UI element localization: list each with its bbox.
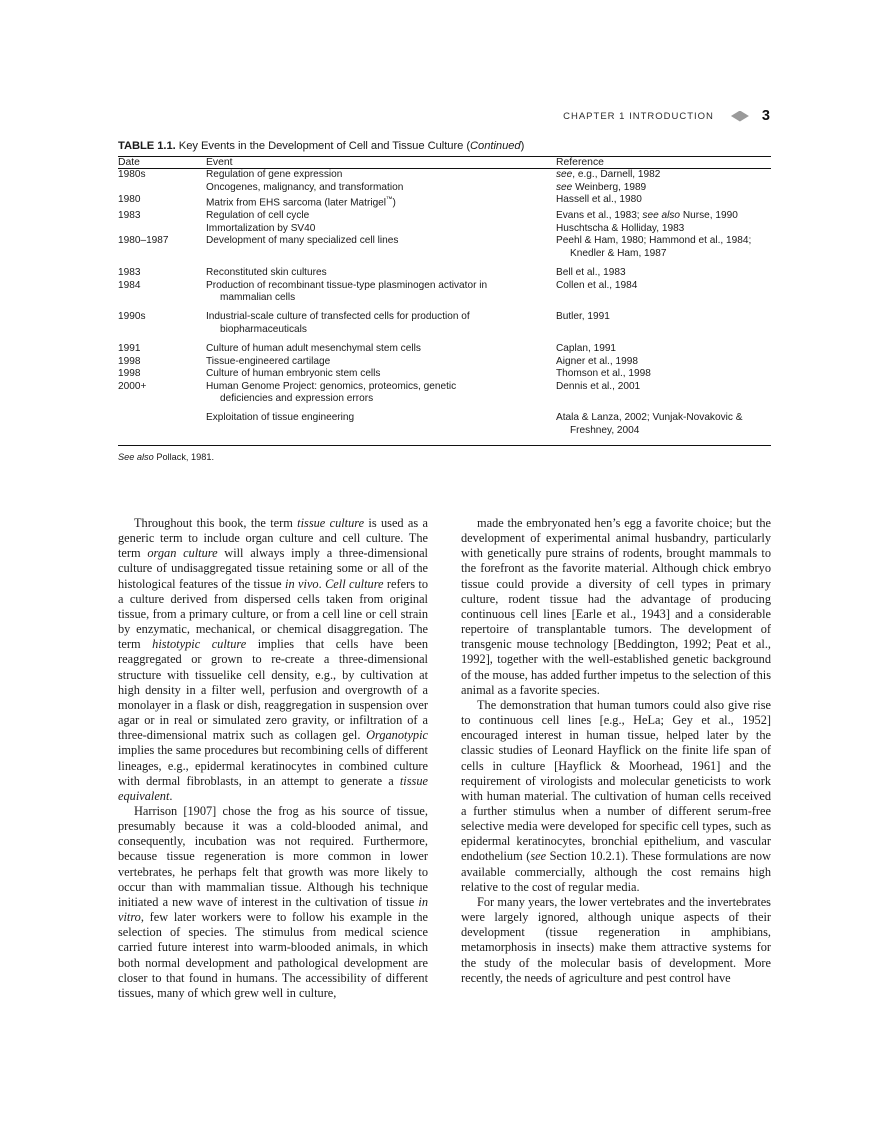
- cell-event: Reconstituted skin cultures: [206, 267, 327, 279]
- emphasis-text: see: [530, 849, 547, 864]
- reference-italic-2: see also: [642, 210, 681, 222]
- cell-event: Tissue-engineered cartilage: [206, 355, 331, 367]
- trademark-icon: ™: [386, 196, 393, 204]
- right-text-column: [461, 516, 771, 1001]
- cell-reference: see, e.g., Darnell, 1982: [556, 169, 661, 180]
- table-row: [118, 169, 771, 182]
- table-row: [118, 235, 771, 260]
- table-head: [118, 157, 771, 168]
- cell-reference: Dennis et al., 2001: [556, 380, 641, 392]
- emphasis-text: Cell culture: [325, 576, 384, 591]
- table-body-rows: [118, 169, 771, 438]
- cell-reference: Aigner et al., 1998: [556, 355, 638, 367]
- table-body: [118, 169, 771, 438]
- cell-date: 1991: [118, 342, 141, 354]
- table-row: [118, 381, 771, 406]
- para-embryonated-egg: made the embryonated hen’s egg a favorite choice; but the development of experimental animal husbandry, particularly with genetically pure strains of rodents, brought mammals to the forefront as the favorite material. Although chick embryo tissue could provide a diversity of cell types in primary culture, rodent tissue had the advantage of producing continuous cell lines [Earle et al., 1943] and a considerable repertoire of transplantable tumors. The development of transgenic mouse technology [Beddington, 1992; Peat et al., 1992], together with the well-established genetic background of the mouse, has added further impetus to the selection of this animal as a favorite species.: [461, 516, 771, 697]
- emphasis-text: tissue culture: [297, 516, 365, 530]
- cell-event: Industrial-scale culture of transfected cells for production of biopharmaceuticals: [206, 305, 556, 337]
- para-tissue-culture: Throughout this book, the term tissue culture is used as a generic term to include organ culture and cell culture. The term organ culture will always imply a three-dimensional culture of undisaggregated tissue retaining some or all of the histological features of the tissue in vivo. Cell culture refers to a culture derived from dispersed cells taken from original tissue, from a primary culture, or from a cell line or cell strain by enzymatic, mechanical, or chemical disaggregation. The term histotypic culture implies that cells have been reaggregated or grown to re-create a three-dimensional structure with tissuelike cell density, e.g., by cultivation at high density in a filter well, perfusion and overgrowth of a monolayer in a flask or dish, reaggregation in suspension over agar or in real or simulated zero gravity, or infiltration of a three-dimensional matrix such as collagen gel. Organotypic implies the same procedures but recombining cells of different lineages, e.g., epidermal keratinocytes in combined culture with dermal fibroblasts, in an attempt to generate a tissue equivalent.: [118, 516, 428, 803]
- table-row: [118, 182, 771, 195]
- running-head-chapter: CHAPTER 1 INTRODUCTION: [563, 110, 714, 122]
- cell-reference: Thomson et al., 1998: [556, 368, 651, 380]
- table-caption: [118, 140, 771, 156]
- emphasis-text: organ culture: [147, 546, 218, 561]
- emphasis-text: Organotypic: [366, 728, 428, 743]
- cell-reference: see Weinberg, 1989: [556, 181, 647, 193]
- cell-date: 1998: [118, 355, 141, 367]
- table-row: [118, 356, 771, 369]
- para-lower-vertebrates: For many years, the lower vertebrates and the invertebrates were largely ignored, although unique aspects of their development (tissue regeneration in amphibians, metamorphosis in insects) make them attractive systems for the study of the molecular basis of development. More recently, the needs of agriculture and pest control have: [461, 894, 771, 985]
- table-label: TABLE 1.1.: [118, 140, 176, 152]
- cell-reference: Collen et al., 1984: [556, 279, 638, 291]
- cell-reference: Butler, 1991: [556, 311, 610, 323]
- table-footnote: [118, 446, 771, 462]
- table-row: [118, 368, 771, 381]
- cell-date: [118, 182, 206, 195]
- cell-date: [118, 223, 206, 236]
- table-grid: [118, 157, 771, 168]
- cell-event: Exploitation of tissue engineering: [206, 412, 355, 424]
- cell-date: 1980s: [118, 169, 146, 180]
- table-row: [118, 194, 771, 210]
- cell-reference: Caplan, 1991: [556, 342, 617, 354]
- cell-date: 1984: [118, 279, 141, 291]
- cell-date: 1990s: [118, 311, 146, 323]
- table-row: [118, 223, 771, 236]
- cell-event: Human Genome Project: genomics, proteomics, genetic deficiencies and expression errors: [206, 381, 556, 406]
- cell-reference-continuation: Freshney, 2004: [570, 425, 640, 437]
- cell-event: Immortalization by SV40: [206, 222, 316, 234]
- cell-date: 2000+: [118, 380, 147, 392]
- cell-event: Culture of human embryonic stem cells: [206, 368, 381, 380]
- column-header-event: Event: [206, 157, 233, 168]
- cell-event-continuation: mammalian cells: [220, 292, 296, 304]
- cell-event-continuation: biopharmaceuticals: [220, 323, 307, 335]
- table-caption-continued: Continued: [470, 140, 521, 152]
- cell-date: 1980: [118, 194, 141, 206]
- running-head: [118, 108, 770, 124]
- cell-date: 1998: [118, 368, 141, 380]
- para-harrison: Harrison [1907] chose the frog as his source of tissue, presumably because it was a cold-blooded animal, and consequently, incubation was not required. Furthermore, because tissue regeneration is more common in lower vertebrates, he perhaps felt that growth was more likely to occur than with mammalian tissue. Although his technique initiated a new wave of interest in the cultivation of tissue in vitro, few later workers were to follow his example in the selection of species. The stimulus from medical science carried future interest into warm-blooded animals, in which both normal development and pathological development are closer to that found in humans. The accessibility of different tissues, many of which grew well in culture,: [118, 803, 428, 1000]
- footnote-see-also: See also: [118, 451, 154, 462]
- table-row: [118, 305, 771, 337]
- table-caption-main: Key Events in the Development of Cell and Tissue Culture (: [178, 140, 471, 152]
- cell-event: Production of recombinant tissue-type plasminogen activator in mammalian cells: [206, 280, 556, 305]
- page-number: 3: [761, 108, 770, 124]
- table-row: [118, 336, 771, 355]
- table-row: [118, 261, 771, 280]
- emphasis-text: tissue equivalent: [118, 773, 428, 803]
- cell-reference: Evans et al., 1983; see also Nurse, 1990: [556, 210, 738, 222]
- table-row: [118, 280, 771, 305]
- cell-reference-continuation: Knedler & Ham, 1987: [570, 247, 667, 259]
- body-columns: [118, 516, 771, 1001]
- cell-reference: Bell et al., 1983: [556, 267, 626, 279]
- emphasis-text: histotypic culture: [152, 637, 247, 652]
- cell-reference: Peehl & Ham, 1980; Hammond et al., 1984; Knedler & Ham, 1987: [556, 235, 771, 260]
- emphasis-text: in vivo: [285, 576, 319, 591]
- cell-event: Regulation of cell cycle: [206, 210, 310, 222]
- cell-date: 1983: [118, 210, 141, 222]
- column-header-reference: Reference: [556, 157, 604, 168]
- cell-reference: Atala & Lanza, 2002; Vunjak-Novakovic & Freshney, 2004: [556, 406, 771, 438]
- cell-event: Regulation of gene expression: [206, 169, 343, 180]
- table-caption-tail: ): [520, 140, 525, 152]
- cell-date: [118, 406, 206, 438]
- column-header-date: Date: [118, 157, 140, 168]
- emphasis-text: in vitro: [118, 894, 428, 925]
- left-text-column: [118, 516, 428, 1001]
- cell-event: Matrix from EHS sarcoma (later Matrigel™): [206, 196, 396, 209]
- cell-date: 1980–1987: [118, 235, 169, 247]
- table-1-1: [118, 140, 771, 462]
- table-row: [118, 406, 771, 438]
- cell-reference: Huschtscha & Holliday, 1983: [556, 222, 685, 234]
- diamond-ornament-icon: [731, 111, 749, 122]
- footnote-text: Pollack, 1981.: [153, 451, 215, 462]
- reference-italic: see: [556, 169, 573, 180]
- cell-event: Culture of human adult mesenchymal stem cells: [206, 342, 421, 354]
- cell-event: Oncogenes, malignancy, and transformation: [206, 181, 404, 193]
- table-header-row: [118, 157, 771, 168]
- reference-italic: see: [556, 181, 573, 193]
- cell-event: Development of many specialized cell lines: [206, 235, 399, 247]
- table-row: [118, 210, 771, 223]
- cell-reference: Hassell et al., 1980: [556, 194, 642, 206]
- cell-event-continuation: deficiencies and expression errors: [220, 393, 374, 405]
- para-human-tumors: The demonstration that human tumors could also give rise to continuous cell lines [e.g., HeLa; Gey et al., 1952] encouraged interest in human tissue, helped later by the classic studies of Leonard Hayflick on the finite life span of cells in culture [Hayflick & Moorhead, 1961] and the requirement of virologists and molecular geneticists to work with human material. The cultivation of human cells received a further stimulus when a number of different serum-free selective media were developed for specific cell types, such as epidermal keratinocytes, bronchial epithelium, and vascular endothelium (see Section 10.2.1). These formulations are now available commercially, although the cost remains high relative to the cost of regular media.: [461, 697, 771, 894]
- cell-date: 1983: [118, 267, 141, 279]
